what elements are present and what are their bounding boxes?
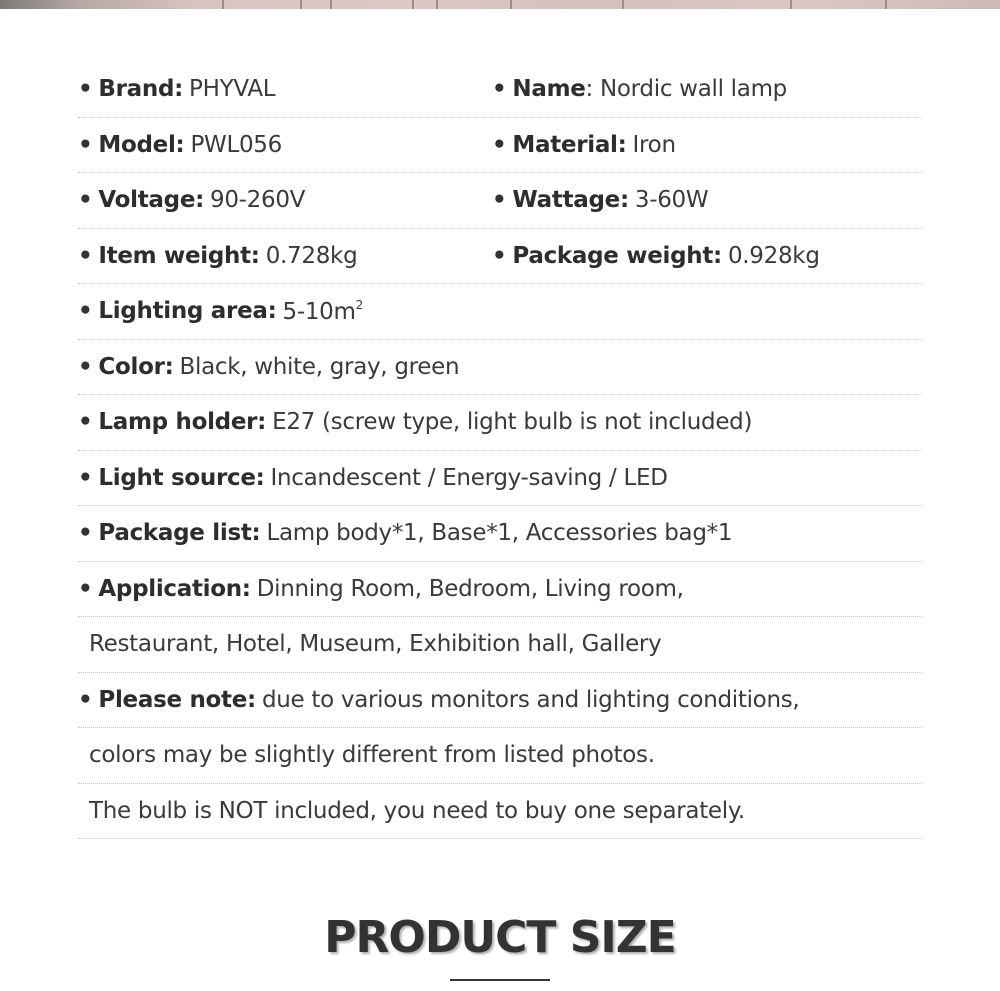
spec-value: PWL056 (190, 131, 282, 158)
top-image-strip (0, 0, 1000, 9)
spec-label: Voltage: (98, 187, 205, 214)
spec-row (78, 506, 922, 562)
spec-row (78, 340, 922, 396)
spec-label: Material: (512, 131, 627, 158)
application-continued: Restaurant, Hotel, Museum, Exhibition hall, Gallery (89, 631, 662, 658)
spec-name (492, 76, 787, 102)
spec-label: Application: (98, 575, 251, 602)
spec-row-continued (78, 784, 922, 840)
bullet: • (78, 575, 93, 602)
spec-lamp-holder (78, 409, 922, 435)
spec-package-list (78, 520, 922, 546)
spec-value: Black, white, gray, green (179, 353, 460, 380)
area-superscript: 2 (355, 297, 363, 312)
spec-material (492, 132, 676, 158)
spec-row (78, 229, 922, 285)
spec-value: PHYVAL (189, 76, 276, 103)
specifications-list (78, 62, 922, 839)
spec-value (283, 298, 363, 325)
spec-value: Dinning Room, Bedroom, Living room, (256, 575, 684, 602)
bullet: • (78, 187, 93, 214)
bullet: • (492, 242, 507, 269)
spec-label: Name (512, 76, 586, 103)
note-bulb-notice: The bulb is NOT included, you need to buy one separately. (89, 797, 745, 824)
spec-brand (78, 76, 492, 102)
spec-label: Model: (98, 131, 185, 158)
spec-value: E27 (screw type, light bulb is not included) (272, 409, 753, 436)
spec-value: : Nordic wall lamp (585, 76, 787, 103)
spec-label: Package list: (98, 520, 261, 547)
spec-label: Wattage: (512, 187, 629, 214)
strip-detail (300, 0, 302, 9)
spec-label: Light source: (98, 464, 265, 491)
spec-value: Lamp body*1, Base*1, Accessories bag*1 (266, 520, 733, 547)
spec-value: 0.928kg (727, 242, 820, 269)
spec-light-source (78, 465, 922, 491)
bullet: • (78, 520, 93, 547)
spec-note (78, 687, 922, 713)
area-value: 5-10m (282, 298, 356, 325)
spec-label: Lamp holder: (98, 409, 267, 436)
bullet: • (78, 686, 93, 713)
spec-application (78, 576, 922, 602)
spec-item-weight (78, 243, 492, 269)
bullet: • (78, 242, 93, 269)
spec-voltage (78, 187, 492, 213)
bullet: • (78, 298, 93, 325)
bullet: • (78, 409, 93, 436)
spec-value: 3-60W (634, 187, 709, 214)
spec-value: Iron (632, 131, 676, 158)
spec-row (78, 562, 922, 618)
bullet: • (78, 131, 93, 158)
strip-detail (222, 0, 224, 9)
bullet: • (78, 76, 93, 103)
spec-value: Incandescent / Energy-saving / LED (270, 464, 668, 491)
spec-label: Item weight: (98, 242, 260, 269)
spec-value: due to various monitors and lighting conditions, (261, 686, 800, 713)
title-underline (450, 979, 550, 981)
strip-detail (412, 0, 414, 9)
strip-detail (330, 0, 332, 9)
spec-row (78, 173, 922, 229)
strip-detail (436, 0, 438, 9)
spec-label: Please note: (98, 686, 256, 713)
strip-detail (885, 0, 887, 9)
strip-detail (790, 0, 792, 9)
spec-lighting-area (78, 298, 922, 325)
spec-row (78, 395, 922, 451)
spec-row (78, 284, 922, 340)
spec-row (78, 62, 922, 118)
spec-color (78, 354, 922, 380)
spec-value: 90-260V (210, 187, 306, 214)
strip-detail (510, 0, 512, 9)
bullet: • (78, 353, 93, 380)
spec-label: Lighting area: (98, 298, 277, 325)
spec-model (78, 132, 492, 158)
spec-row-continued (78, 617, 922, 673)
spec-value: 0.728kg (265, 242, 358, 269)
spec-row (78, 118, 922, 174)
bullet: • (492, 187, 507, 214)
bullet: • (492, 76, 507, 103)
spec-row-continued (78, 728, 922, 784)
spec-label: Package weight: (512, 242, 722, 269)
strip-detail (622, 0, 624, 9)
section-title: PRODUCT SIZE (324, 912, 676, 963)
bullet: • (492, 131, 507, 158)
spec-package-weight (492, 243, 820, 269)
bullet: • (78, 464, 93, 491)
spec-label: Brand: (98, 76, 184, 103)
spec-row (78, 673, 922, 729)
spec-row (78, 451, 922, 507)
note-continued: colors may be slightly different from listed photos. (89, 742, 655, 769)
spec-label: Color: (98, 353, 174, 380)
spec-wattage (492, 187, 708, 213)
